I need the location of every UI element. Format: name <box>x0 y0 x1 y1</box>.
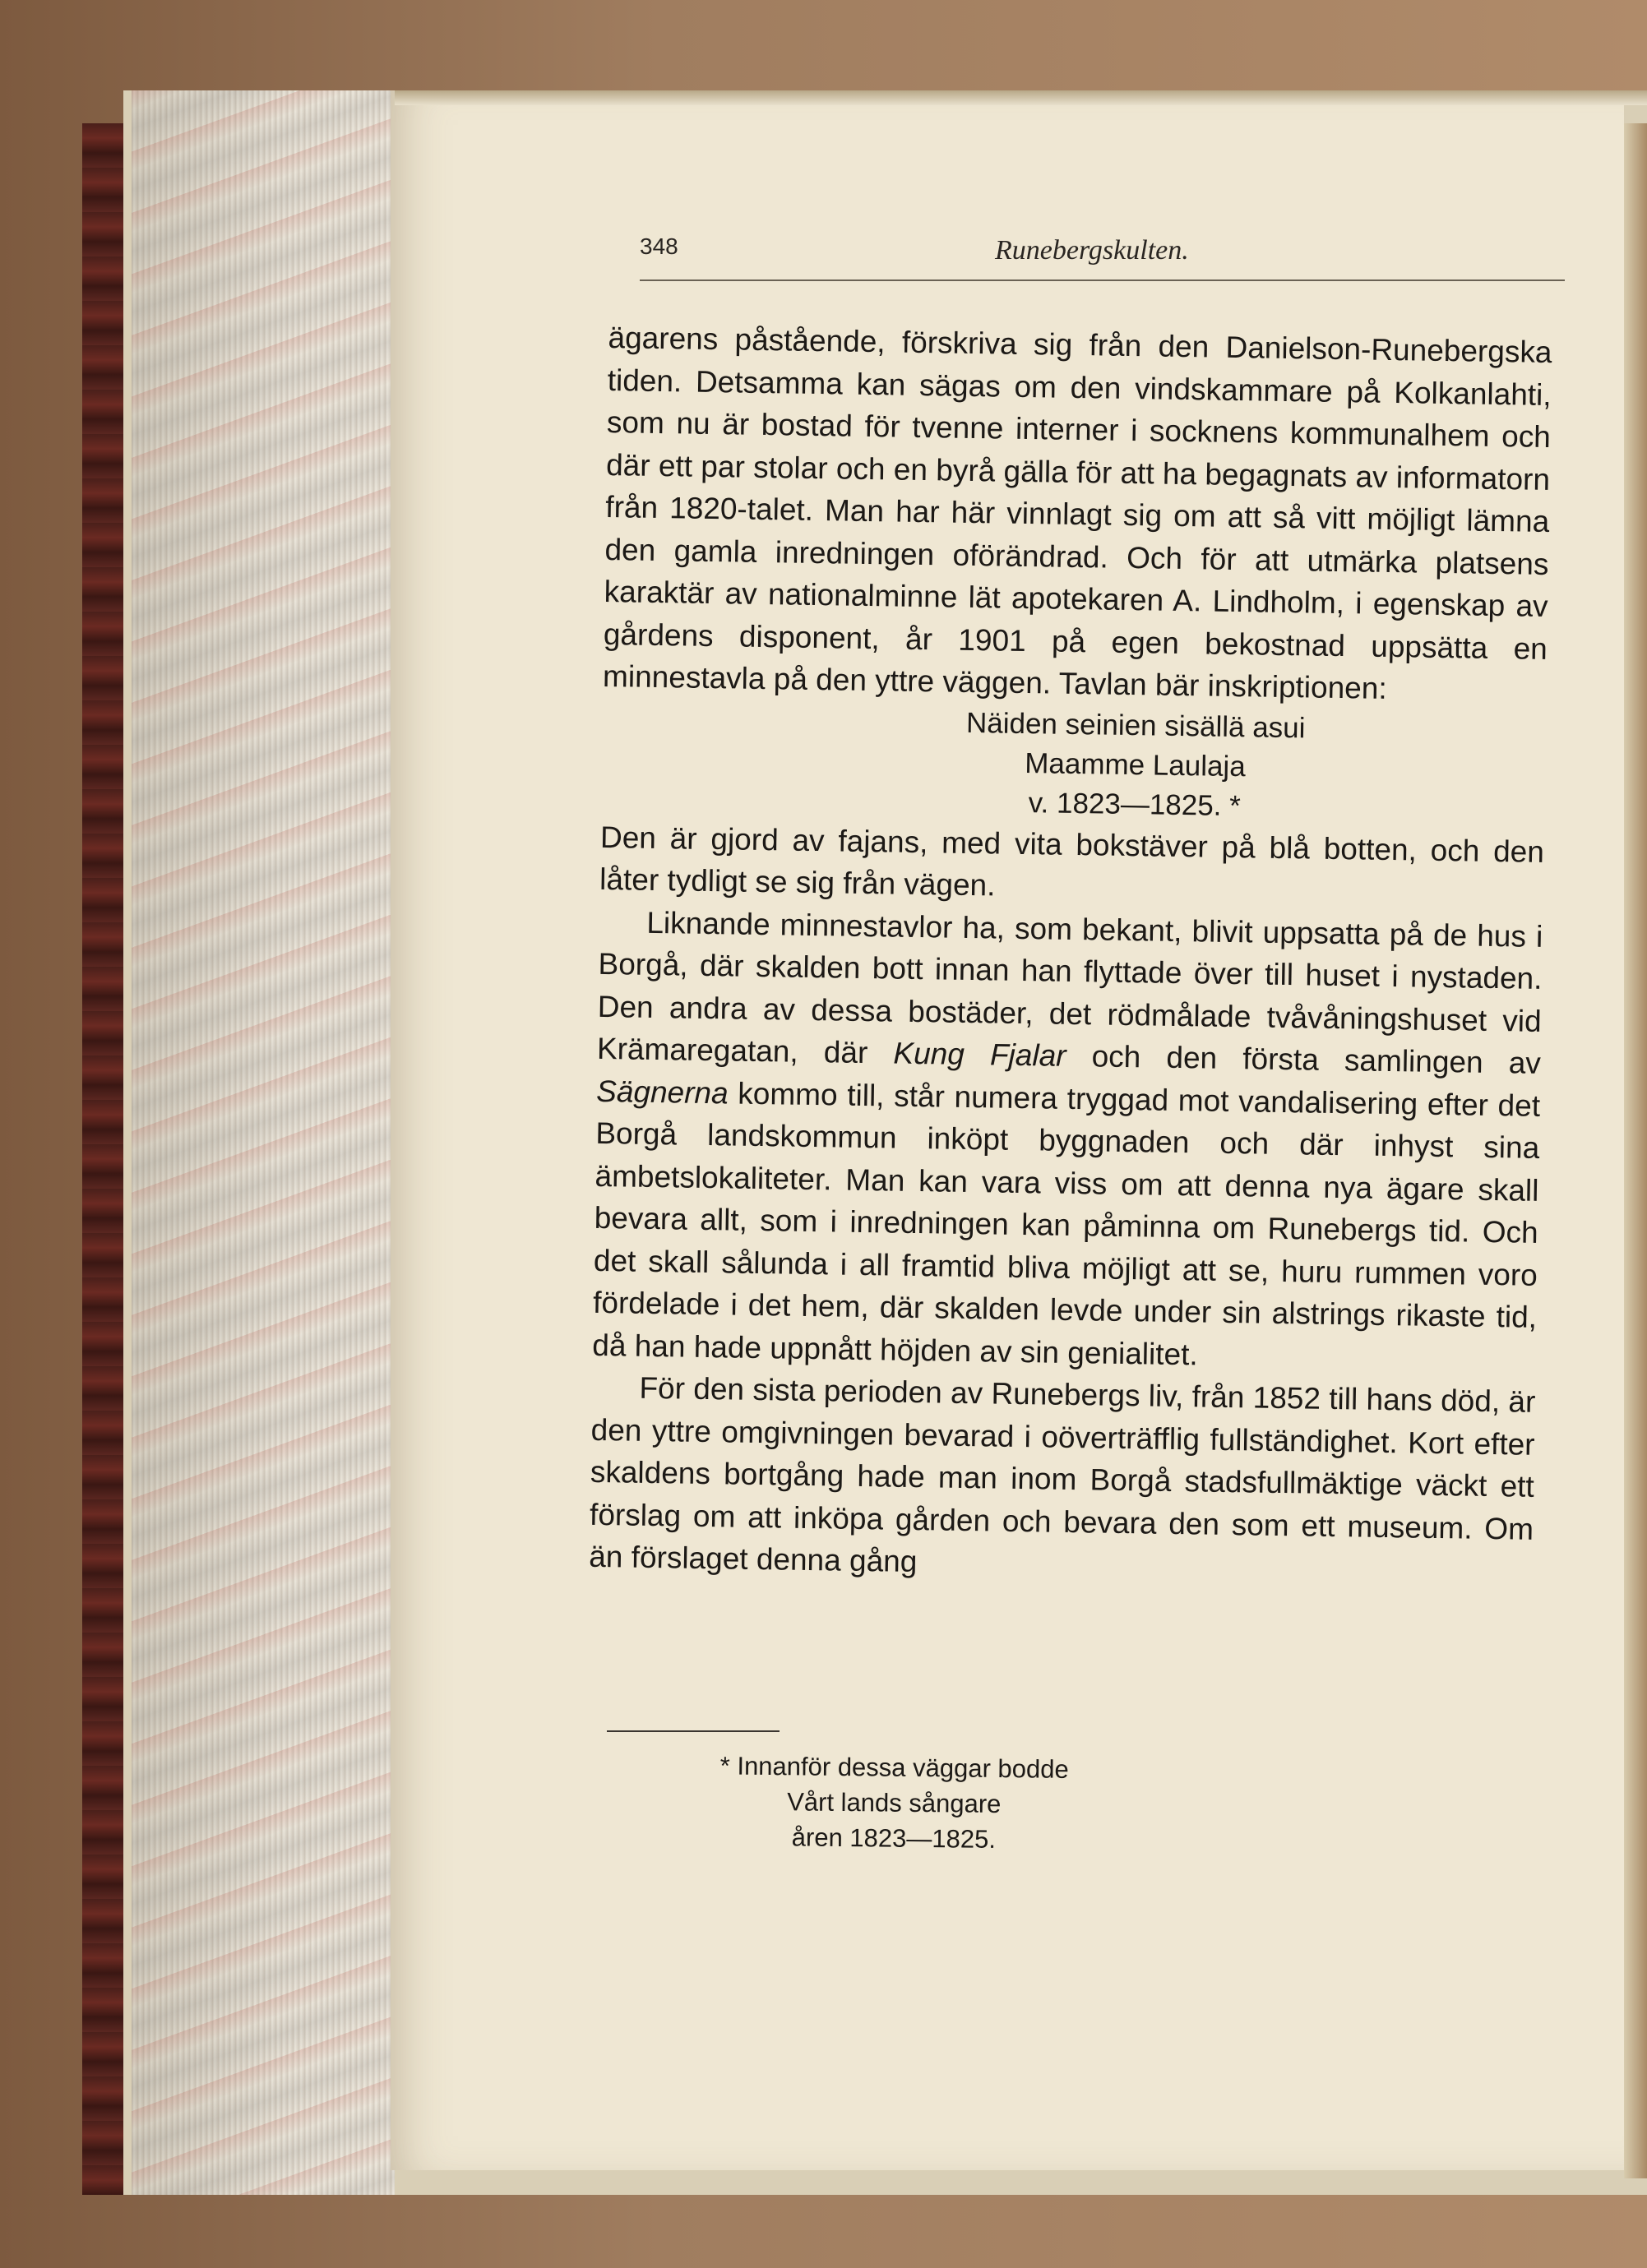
page-top-shadow <box>395 90 1647 105</box>
paragraph-4: För den sista perioden av Runebergs liv, från 1852 till hans död, är den yttre omgivningen bevarad i oöverträfflig fullständighet. Kort efter skaldens bortgång hade man inom Borgå stadsfullmäktige väckt ett förslag om att inköpa gården och bevara den som ett museum. Om än förslaget denna gång <box>588 1370 1536 1579</box>
paragraph-2: Den är gjord av fajans, med vita bokstäver på blå botten, och den låter tydligt se sig från vägen. <box>599 820 1545 903</box>
footnote <box>606 1747 1182 1859</box>
page-number: 348 <box>640 233 678 259</box>
body-text <box>589 316 1552 1592</box>
footnote-line-2: Vårt lands sångare <box>787 1787 1002 1819</box>
inscription <box>600 697 1546 830</box>
footnote-line-3: åren 1823—1825. <box>791 1822 997 1854</box>
inscription-line-2: Maamme Laulaja <box>1024 746 1247 783</box>
paragraph-3 <box>592 900 1543 1380</box>
page-edges <box>132 90 395 2195</box>
paragraph-3-part-1: Liknande minnestavlor ha, som bekant, blivit uppsatta på de hus i Borgå, där skalden bott innan han flyttade över till huset i nystaden. Den andra av dessa bostäder, det rödmålade tvåvåningshuset vid Krämaregatan, där <box>596 905 1543 1070</box>
inscription-line-3: v. 1823—1825. * <box>1028 786 1242 822</box>
page-header <box>640 220 1565 281</box>
footnote-line-1: * Innanför dessa väggar bodde <box>719 1751 1069 1784</box>
footnote-rule <box>607 1730 780 1732</box>
italic-title-sagnerna: Sägnerna <box>595 1074 729 1110</box>
italic-title-kung-fjalar: Kung Fjalar <box>893 1036 1066 1073</box>
paragraph-3-part-2: och den första samlingen av <box>1066 1038 1542 1080</box>
inscription-line-1: Näiden seinien sisällä asui <box>965 706 1306 744</box>
running-head: Runebergskulten. <box>995 235 1189 266</box>
paragraph-3-part-3: kommo till, står numera tryggad mot vandalisering efter det Borgå landskommun inköpt byggnaden och där inhyst sina ämbetslokaliteter. Man kan vara viss om att denna nya ägare skall bevara allt, som i inredningen kan påminna om Runebergs tid. Och det skall sålunda i all framtid bliva möjligt att se, huru rummen voro fördelade i det hem, där skalden levde under sin alstrings rikaste tid, då han hade uppnått höjden av sin genialitet. <box>592 1075 1541 1371</box>
paragraph-1: ägarens påstående, förskriva sig från den Danielson-Runebergska tiden. Detsamma kan sägas om den vindskammare på Kolkanlahti, som nu är bostad för tvenne interner i socknens kommunalhem och där ett par stolar och en byrå gälla för att ha begagnats av informatorn från 1820-talet. Man har här vinnlagt sig om att så vitt möjligt lämna den gamla inredningen oförändrad. Och för att utmärka platsens karaktär av nationalminne lät apotekaren A. Lindholm, i egenskap av gårdens disponent, år 1901 på egen bekostnad uppsätta en minnestavla på den yttre väggen. Tavlan bär inskriptionen: <box>602 320 1552 705</box>
page-gutter <box>1624 123 1647 2178</box>
